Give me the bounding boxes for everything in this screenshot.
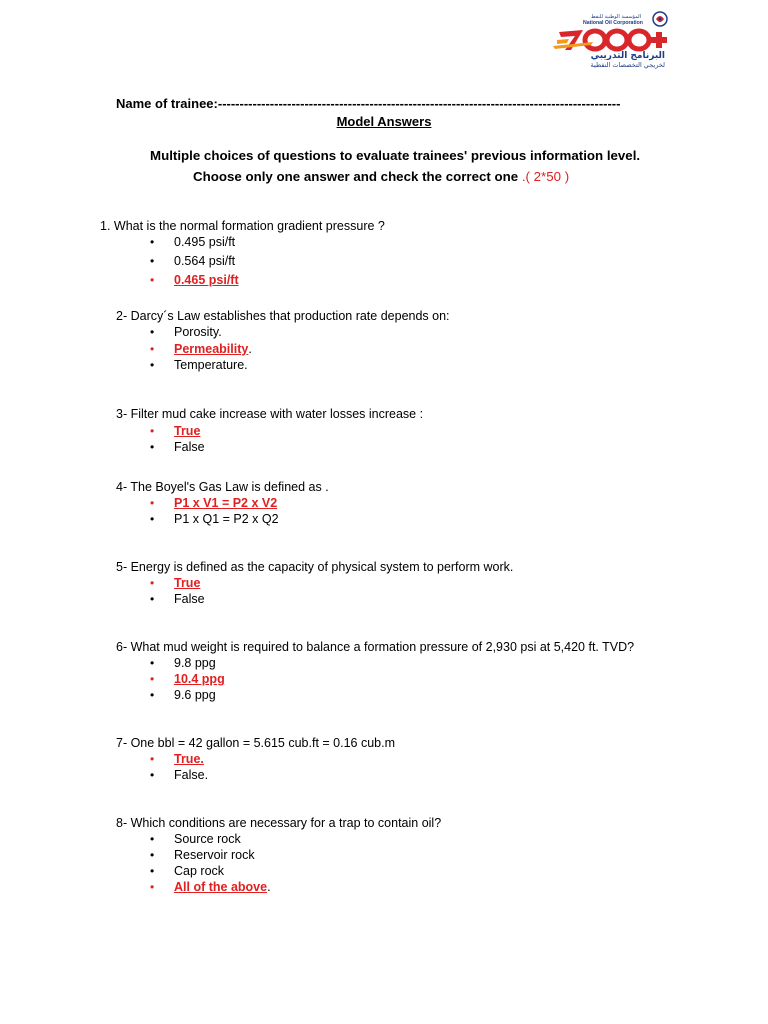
bullet-icon: •: [150, 672, 155, 686]
correct-answer: True.: [174, 752, 204, 766]
instruction-text: Choose only one answer and check the correct one: [193, 169, 522, 184]
bullet-icon: •: [150, 768, 155, 782]
instruction-line-1: Multiple choices of questions to evaluate trainees' previous information level.: [150, 148, 641, 163]
page-title: Model Answers: [336, 114, 432, 129]
option-item: • False: [150, 592, 205, 606]
option-item: • Reservoir rock: [150, 848, 255, 862]
question-8: 8- Which conditions are necessary for a trap to contain oil?: [116, 816, 442, 830]
bullet-icon: •: [150, 656, 155, 670]
correct-answer: 0.465 psi/ft: [174, 273, 239, 287]
option-item: • Temperature.: [150, 358, 248, 372]
bullet-icon: •: [150, 325, 155, 339]
bullet-icon: •: [150, 273, 155, 287]
option-item-correct: • Permeability.: [150, 342, 252, 356]
question-1: 1. What is the normal formation gradient pressure ?: [100, 219, 385, 233]
bullet-icon: •: [150, 496, 155, 510]
option-item: • Source rock: [150, 832, 241, 846]
option-item: • P1 x Q1 = P2 x Q2: [150, 512, 279, 526]
option-item: • Cap rock: [150, 864, 225, 878]
option-item-correct: [150, 496, 277, 510]
logo-program-arabic-sub: لخريجي التخصصات النفطية: [590, 61, 665, 69]
score-label: .( 2*50 ): [521, 169, 570, 184]
correct-answer: 10.4 ppg: [174, 672, 225, 686]
question-4: 4- The Boyel's Gas Law is defined as .: [116, 480, 329, 494]
bullet-icon: •: [150, 235, 155, 249]
noc-logo: [553, 10, 673, 70]
option-item-correct: [150, 752, 204, 766]
option-item-correct: [150, 424, 200, 438]
instruction-line-2: [193, 169, 569, 184]
trainee-name-line: Name of trainee:---------------------------------------------------------------------------------------------: [116, 96, 621, 111]
bullet-icon: •: [150, 440, 155, 454]
question-3: 3- Filter mud cake increase with water losses increase :: [116, 407, 424, 421]
bullet-icon: •: [150, 254, 155, 268]
bullet-icon: •: [150, 576, 155, 590]
bullet-icon: •: [150, 880, 155, 894]
noc-emblem-icon: [653, 12, 667, 26]
bullet-icon: •: [150, 592, 155, 606]
option-item-correct: [150, 672, 225, 686]
bullet-icon: •: [150, 848, 155, 862]
logo-org-english: National Oil Corporation: [583, 20, 643, 26]
correct-answer: True: [174, 424, 201, 438]
question-7: 7- One bbl = 42 gallon = 5.615 cub.ft = 0.16 cub.m: [116, 736, 396, 750]
bullet-icon: •: [150, 832, 155, 846]
bullet-icon: •: [150, 358, 155, 372]
option-item: • False: [150, 440, 205, 454]
correct-answer: P1 x V1 = P2 x V2: [174, 496, 278, 510]
correct-answer: True: [174, 576, 201, 590]
bullet-icon: •: [150, 424, 155, 438]
logo-org-arabic: المؤسسة الوطنية للنفط: [591, 14, 642, 20]
bullet-icon: •: [150, 752, 155, 766]
bullet-icon: •: [150, 688, 155, 702]
correct-answer: All of the above: [174, 880, 268, 894]
question-6: 6- What mud weight is required to balance a formation pressure of 2,930 psi at 5,420 ft. TVD?: [116, 640, 635, 654]
question-5: 5- Energy is defined as the capacity of physical system to perform work.: [116, 560, 514, 574]
option-item-correct: • All of the above.: [150, 880, 271, 894]
option-item: • Porosity.: [150, 325, 222, 339]
option-item: • 9.6 ppg: [150, 688, 216, 702]
option-item-correct: [150, 576, 200, 590]
bullet-icon: •: [150, 864, 155, 878]
bullet-icon: •: [150, 342, 155, 356]
seven-thousand-plus-mark: [553, 30, 667, 50]
option-item: • 0.564 psi/ft: [150, 254, 236, 268]
option-item-correct: [150, 273, 239, 287]
option-item: • 9.8 ppg: [150, 656, 216, 670]
logo-program-arabic: البرنامج التدريبي: [590, 51, 665, 61]
option-item: • False.: [150, 768, 209, 782]
question-2: 2- Darcy´s Law establishes that production rate depends on:: [116, 309, 450, 323]
option-item: • 0.495 psi/ft: [150, 235, 236, 249]
bullet-icon: •: [150, 512, 155, 526]
correct-answer: Permeability: [174, 342, 249, 356]
